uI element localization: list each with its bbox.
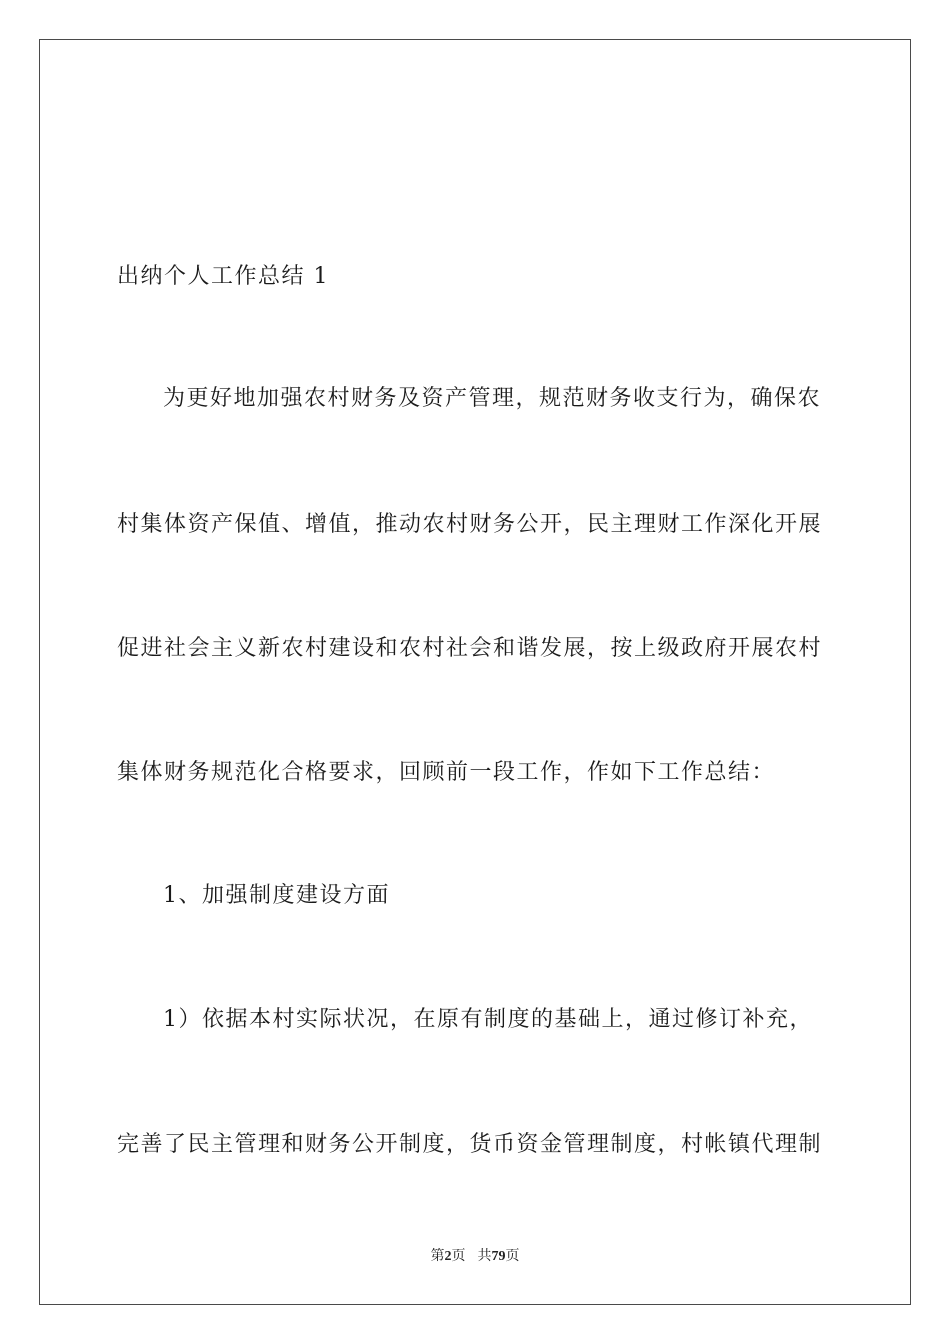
- footer-total-prefix: 共: [477, 1249, 492, 1264]
- paragraph-line-3: 促进社会主义新农村建设和农村社会和谐发展，按上级政府开展农村: [117, 636, 823, 661]
- footer-total-suffix: 页: [505, 1249, 520, 1264]
- footer-page-total: 79: [491, 1249, 506, 1264]
- paragraph-line-6: 完善了民主管理和财务公开制度，货币资金管理制度，村帐镇代理制: [117, 1132, 823, 1157]
- paragraph-line-2: 村集体资产保值、增值，推动农村财务公开，民主理财工作深化开展: [117, 512, 823, 537]
- paragraph-line-1: 为更好地加强农村财务及资产管理，规范财务收支行为，确保农: [163, 386, 822, 411]
- paragraph-line-5: 1）依据本村实际状况，在原有制度的基础上，通过修订补充，: [163, 1007, 813, 1032]
- page-footer: [0, 1247, 950, 1267]
- document-title: 出纳个人工作总结 1: [117, 264, 329, 289]
- page-border: [39, 39, 911, 1305]
- section-heading: 1、加强制度建设方面: [163, 883, 390, 908]
- footer-page-suffix: 页: [451, 1249, 466, 1264]
- footer-page-prefix: 第: [430, 1249, 445, 1264]
- paragraph-line-4: 集体财务规范化合格要求，回顾前一段工作，作如下工作总结：: [117, 760, 776, 785]
- footer-page-current: 2: [444, 1249, 452, 1264]
